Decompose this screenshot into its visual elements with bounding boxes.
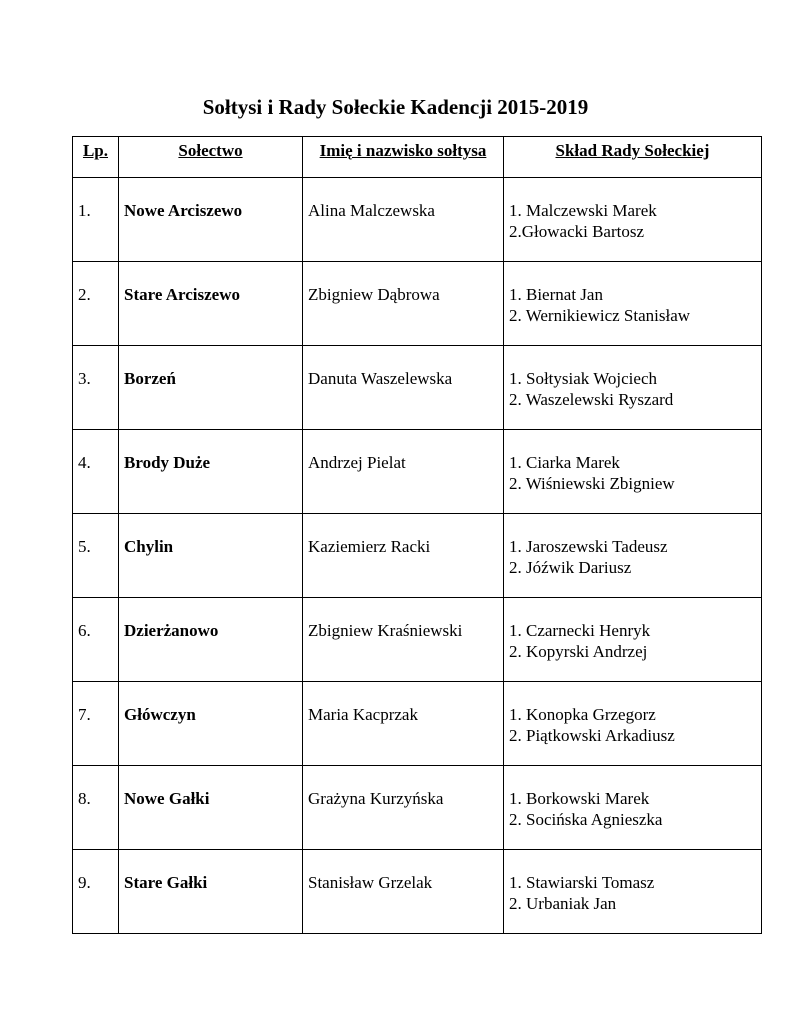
rada-member: 2. Wernikiewicz Stanisław — [509, 306, 691, 325]
table-row — [73, 346, 762, 430]
rada-member: 2. Wiśniewski Zbigniew — [509, 474, 675, 493]
cell-rada — [504, 430, 762, 514]
cell-lp: 3. — [73, 346, 119, 430]
cell-solectwo: Nowe Gałki — [119, 766, 303, 850]
roster-table — [72, 136, 762, 934]
cell-rada — [504, 766, 762, 850]
rada-member: 1. Stawiarski Tomasz — [509, 873, 655, 892]
table-row — [73, 850, 762, 934]
header-lp: Lp. — [73, 137, 119, 178]
cell-solectwo: Główczyn — [119, 682, 303, 766]
rada-member: 1. Czarnecki Henryk — [509, 621, 651, 640]
cell-rada — [504, 178, 762, 262]
cell-lp: 4. — [73, 430, 119, 514]
cell-soltys: Andrzej Pielat — [303, 430, 504, 514]
rada-member: 1. Ciarka Marek — [509, 453, 620, 472]
cell-solectwo: Brody Duże — [119, 430, 303, 514]
rada-member: 2. Waszelewski Ryszard — [509, 390, 674, 409]
rada-member: 1. Sołtysiak Wojciech — [509, 369, 657, 388]
cell-soltys: Danuta Waszelewska — [303, 346, 504, 430]
cell-solectwo: Stare Gałki — [119, 850, 303, 934]
document-title: Sołtysi i Rady Sołeckie Kadencji 2015-2019 — [202, 95, 589, 119]
rada-member: 2.Głowacki Bartosz — [509, 222, 645, 241]
cell-lp: 7. — [73, 682, 119, 766]
cell-lp: 8. — [73, 766, 119, 850]
rada-member: 1. Jaroszewski Tadeusz — [509, 537, 668, 556]
header-solectwo: Sołectwo — [119, 137, 303, 178]
table-row — [73, 598, 762, 682]
cell-solectwo: Chylin — [119, 514, 303, 598]
table-row — [73, 514, 762, 598]
cell-lp: 6. — [73, 598, 119, 682]
cell-soltys: Alina Malczewska — [303, 178, 504, 262]
cell-soltys: Grażyna Kurzyńska — [303, 766, 504, 850]
cell-soltys: Maria Kacprzak — [303, 682, 504, 766]
cell-lp: 1. — [73, 178, 119, 262]
cell-lp: 5. — [73, 514, 119, 598]
cell-rada — [504, 346, 762, 430]
cell-soltys: Stanisław Grzelak — [303, 850, 504, 934]
cell-lp: 2. — [73, 262, 119, 346]
cell-rada — [504, 598, 762, 682]
cell-solectwo: Stare Arciszewo — [119, 262, 303, 346]
rada-member: 2. Piątkowski Arkadiusz — [509, 726, 675, 745]
table-row — [73, 766, 762, 850]
cell-solectwo: Nowe Arciszewo — [119, 178, 303, 262]
rada-member: 2. Urbaniak Jan — [509, 894, 617, 913]
rada-member: 1. Konopka Grzegorz — [509, 705, 656, 724]
cell-rada — [504, 514, 762, 598]
rada-member: 1. Borkowski Marek — [509, 789, 650, 808]
rada-member: 2. Kopyrski Andrzej — [509, 642, 648, 661]
table-row — [73, 178, 762, 262]
cell-soltys: Zbigniew Dąbrowa — [303, 262, 504, 346]
cell-rada — [504, 262, 762, 346]
cell-lp: 9. — [73, 850, 119, 934]
cell-solectwo: Dzierżanowo — [119, 598, 303, 682]
rada-member: 1. Malczewski Marek — [509, 201, 657, 220]
header-row — [73, 137, 762, 178]
cell-rada — [504, 850, 762, 934]
cell-soltys: Zbigniew Kraśniewski — [303, 598, 504, 682]
cell-rada — [504, 682, 762, 766]
header-soltys: Imię i nazwisko sołtysa — [303, 137, 504, 178]
table-row — [73, 262, 762, 346]
rada-member: 1. Biernat Jan — [509, 285, 603, 304]
table-row — [73, 682, 762, 766]
cell-solectwo: Borzeń — [119, 346, 303, 430]
table-row — [73, 430, 762, 514]
header-rada: Skład Rady Sołeckiej — [504, 137, 762, 178]
rada-member: 2. Jóźwik Dariusz — [509, 558, 632, 577]
rada-member: 2. Socińska Agnieszka — [509, 810, 663, 829]
cell-soltys: Kaziemierz Racki — [303, 514, 504, 598]
